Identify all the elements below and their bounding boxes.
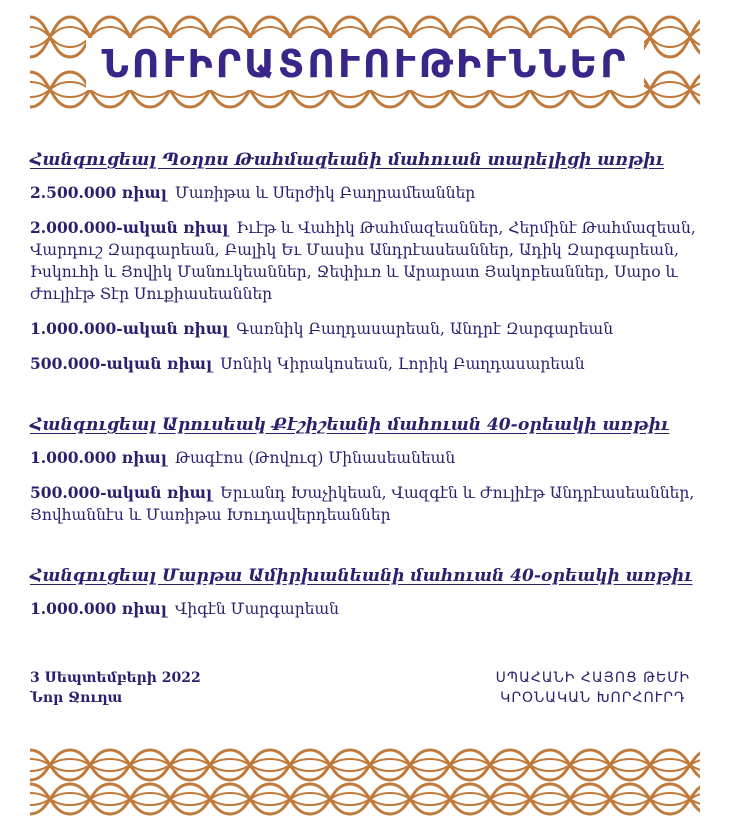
page-title: ՆՈՒԻՐԱՏՈՒՈՒԹԻՒՆՆԵՐ [0, 42, 730, 86]
org-line-1: ՍՊԱՀԱՆԻ ՀԱՅՈՑ ԹԵՄԻ [495, 670, 690, 686]
footer-date-place [30, 668, 201, 708]
section-1 [30, 150, 700, 375]
section-heading: Հանգուցեալ Մարթա Ամիրխանեանի մահուան 40-օրեակի առթիւ [30, 566, 693, 586]
ornament-knot-pattern [30, 742, 700, 820]
footer-date: 3 Սեպտեմբերի 2022 [30, 670, 201, 686]
list-item: 2.500.000 ռիալ Մառիթա և Սերժիկ Բաղրամեաններ [30, 183, 476, 202]
org-line-2: ԿՐՕՆԱԿԱՆ ԽՈՐՀՈՒՐԴ [500, 690, 686, 706]
footer-organization [496, 668, 690, 708]
section-heading: Հանգուցեալ Արուսեակ Քէշիշեանի մահուան 40-օրեակի առթիւ [30, 415, 670, 435]
section-heading: Հանգուցեալ Պօղոս Թահմազեանի մահուան տարելիցի առթիւ [30, 150, 665, 170]
section-2 [30, 415, 700, 526]
list-item: 500.000-ական ռիալ Սոնիկ Կիրակոսեան, Լորիկ Բաղդասարեան [30, 354, 585, 373]
list-item: 500.000-ական ռիալ Երւանդ Խաչիկեան, Վազգէն և Ժուլիէթ Անդրէասեաններ, Յովհաննէս և Մառիթա Խուդավերդեաններ [30, 483, 695, 524]
section-3 [30, 566, 700, 620]
list-item: 1.000.000 ռիալ Թագէոս (Թովուզ) Մինասեանեան [30, 448, 456, 467]
donations-content [30, 150, 700, 660]
list-item: 1.000.000-ական ռիալ Գառնիկ Բաղդասարեան, Անդրէ Զարգարեան [30, 319, 614, 338]
list-item: 1.000.000 ռիալ Վիգէն Մարգարեան [30, 599, 340, 618]
list-item: 2.000.000-ական ռիալ Իւէթ և Վաhիկ Թահմազեաններ, Հերմինէ Թահմազեան, Վարդուշ Զարգարեան, Բալիկ Եւ Մասիս Անդրէասեաններ, Ադիկ Զարգարեան, Իսկուհի և Յովիկ Մանուկեաններ, Ջեփիւռ և Արարատ Յակոբեաններ, Սարօ և Ժուլիէթ Տէր Սուքիասեաններ [30, 218, 696, 303]
footer-place: Նոր Ջուղա [30, 690, 123, 706]
bottom-ornament-band [30, 742, 700, 820]
